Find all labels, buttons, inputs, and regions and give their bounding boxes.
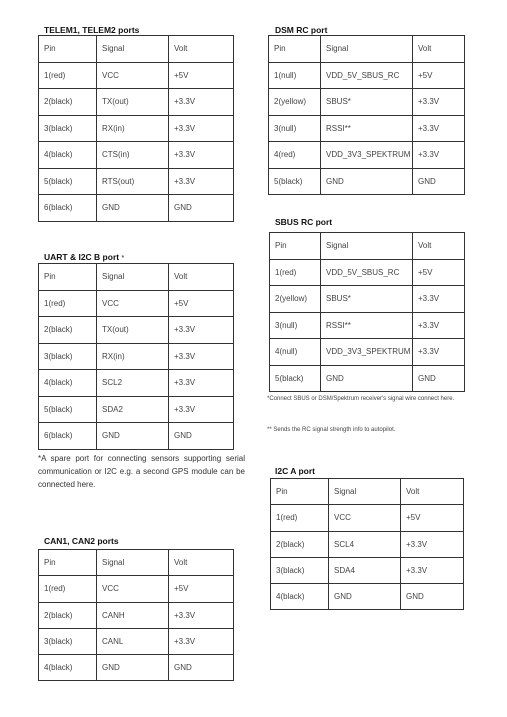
header-pin-cell: Pin <box>271 479 329 505</box>
volt-cell: +3.3V <box>413 89 465 116</box>
pin-cell: 5(black) <box>39 168 97 195</box>
pin-cell: 1(red) <box>39 62 97 89</box>
volt-cell: +5V <box>169 576 234 602</box>
i2c-a-port-table <box>270 478 464 610</box>
table-row <box>269 89 465 116</box>
signal-cell: CANL <box>97 628 169 654</box>
header-volt-cell: Volt <box>169 550 234 576</box>
table-row <box>39 62 234 89</box>
table-row <box>270 339 465 366</box>
header-volt-cell: Volt <box>169 36 234 63</box>
volt-cell: +3.3V <box>401 531 464 557</box>
header-pin-cell: Pin <box>270 233 321 260</box>
uart-i2cb-port-table <box>38 263 234 450</box>
header-signal-cell: Signal <box>97 36 169 63</box>
header-volt-cell: Volt <box>401 479 464 505</box>
pin-cell: 5(black) <box>39 396 97 423</box>
pin-cell: 2(black) <box>39 602 97 628</box>
pin-cell: 1(red) <box>270 259 321 286</box>
volt-cell: +3.3V <box>169 628 234 654</box>
pin-cell: 1(red) <box>39 290 97 317</box>
sbus-note-signal-wire: *Connect SBUS or DSM/Spektrum receiver's signal wire connect here. <box>267 396 455 402</box>
table-row <box>271 584 464 610</box>
uart-title-text: UART & I2C B port <box>44 252 120 262</box>
volt-cell: +3.3V <box>169 602 234 628</box>
table-row <box>269 142 465 169</box>
dsm-rc-port-table <box>268 35 465 195</box>
signal-cell: VCC <box>97 576 169 602</box>
pin-cell: 2(black) <box>39 317 97 344</box>
header-volt-cell: Volt <box>169 264 234 291</box>
pin-cell: 1(red) <box>271 505 329 531</box>
table-row <box>269 62 465 89</box>
volt-cell: +3.3V <box>413 142 465 169</box>
table-row <box>271 557 464 583</box>
table-row <box>39 142 234 169</box>
signal-cell: VCC <box>97 290 169 317</box>
signal-cell: RX(in) <box>97 115 169 142</box>
volt-cell: GND <box>413 365 465 392</box>
table-header-row <box>269 36 465 63</box>
volt-cell: +5V <box>169 290 234 317</box>
uart-port-note: *A spare port for connecting sensors supporting serial communication or I2C e.g. a second GPS module can be connected here. <box>38 454 245 489</box>
pin-cell: 6(black) <box>39 423 97 450</box>
i2c-a-port-title: I2C A port <box>275 466 315 476</box>
header-signal-cell: Signal <box>321 36 413 63</box>
header-signal-cell: Signal <box>97 264 169 291</box>
pin-cell: 3(black) <box>39 628 97 654</box>
pin-cell: 2(black) <box>39 89 97 116</box>
signal-cell: GND <box>329 584 401 610</box>
volt-cell: +3.3V <box>401 557 464 583</box>
signal-cell: SCL2 <box>97 370 169 397</box>
signal-cell: SCL4 <box>329 531 401 557</box>
table-row <box>270 286 465 313</box>
volt-cell: +3.3V <box>169 142 234 169</box>
volt-cell: GND <box>401 584 464 610</box>
table-header-row <box>271 479 464 505</box>
table-header-row <box>39 264 234 291</box>
signal-cell: TX(out) <box>97 317 169 344</box>
volt-cell: GND <box>169 195 234 222</box>
pin-cell: 1(red) <box>39 576 97 602</box>
volt-cell: +5V <box>169 62 234 89</box>
pin-cell: 2(black) <box>271 531 329 557</box>
volt-cell: GND <box>169 423 234 450</box>
pin-cell: 3(null) <box>270 312 321 339</box>
pin-cell: 3(black) <box>39 343 97 370</box>
pin-cell: 4(black) <box>39 142 97 169</box>
table-row <box>39 195 234 222</box>
header-signal-cell: Signal <box>321 233 413 260</box>
table-header-row <box>39 36 234 63</box>
signal-cell: VDD_5V_SBUS_RC <box>321 259 413 286</box>
can-ports-table <box>38 549 234 681</box>
volt-cell: +3.3V <box>413 286 465 313</box>
pin-cell: 2(yellow) <box>270 286 321 313</box>
telem-ports-table <box>38 35 234 222</box>
header-pin-cell: Pin <box>39 36 97 63</box>
signal-cell: GND <box>97 423 169 450</box>
signal-cell: GND <box>321 168 413 195</box>
pin-cell: 3(black) <box>39 115 97 142</box>
volt-cell: +5V <box>413 259 465 286</box>
signal-cell: RTS(out) <box>97 168 169 195</box>
table-row <box>39 423 234 450</box>
table-row <box>39 576 234 602</box>
signal-cell: SBUS* <box>321 286 413 313</box>
pin-cell: 5(black) <box>270 365 321 392</box>
signal-cell: GND <box>97 655 169 681</box>
signal-cell: RSSI** <box>321 115 413 142</box>
volt-cell: +3.3V <box>169 89 234 116</box>
signal-cell: CTS(in) <box>97 142 169 169</box>
table-row <box>39 628 234 654</box>
volt-cell: +3.3V <box>413 115 465 142</box>
pin-cell: 4(black) <box>271 584 329 610</box>
signal-cell: CANH <box>97 602 169 628</box>
sbus-note-rssi: ** Sends the RC signal strength info to autopilot. <box>267 427 396 433</box>
table-row <box>39 343 234 370</box>
table-row <box>39 655 234 681</box>
volt-cell: +3.3V <box>169 317 234 344</box>
table-row <box>39 396 234 423</box>
table-header-row <box>39 550 234 576</box>
signal-cell: RX(in) <box>97 343 169 370</box>
table-row <box>39 115 234 142</box>
table-row <box>39 317 234 344</box>
signal-cell: RSSI** <box>321 312 413 339</box>
signal-cell: TX(out) <box>97 89 169 116</box>
sbus-rc-port-table <box>269 232 465 392</box>
volt-cell: +5V <box>413 62 465 89</box>
table-row <box>271 531 464 557</box>
volt-cell: GND <box>169 655 234 681</box>
header-signal-cell: Signal <box>97 550 169 576</box>
signal-cell: VCC <box>329 505 401 531</box>
volt-cell: +5V <box>401 505 464 531</box>
uart-title-footnote-mark: * <box>121 255 125 262</box>
table-row <box>39 290 234 317</box>
volt-cell: +3.3V <box>169 396 234 423</box>
volt-cell: GND <box>413 168 465 195</box>
table-row <box>270 312 465 339</box>
pin-cell: 4(black) <box>39 655 97 681</box>
sbus-rc-port-title: SBUS RC port <box>275 217 333 227</box>
table-row <box>39 602 234 628</box>
pin-cell: 2(yellow) <box>269 89 321 116</box>
volt-cell: +3.3V <box>413 339 465 366</box>
table-row <box>269 168 465 195</box>
header-volt-cell: Volt <box>413 233 465 260</box>
volt-cell: +3.3V <box>169 370 234 397</box>
volt-cell: +3.3V <box>413 312 465 339</box>
table-row <box>270 365 465 392</box>
pin-cell: 4(red) <box>269 142 321 169</box>
signal-cell: GND <box>97 195 169 222</box>
pin-cell: 6(black) <box>39 195 97 222</box>
table-row <box>270 259 465 286</box>
signal-cell: SBUS* <box>321 89 413 116</box>
pin-cell: 1(null) <box>269 62 321 89</box>
signal-cell: SDA2 <box>97 396 169 423</box>
header-volt-cell: Volt <box>413 36 465 63</box>
can-ports-title: CAN1, CAN2 ports <box>44 536 119 546</box>
header-pin-cell: Pin <box>39 550 97 576</box>
dsm-rc-port-title: DSM RC port <box>275 25 328 35</box>
pin-cell: 4(black) <box>39 370 97 397</box>
telem-ports-title: TELEM1, TELEM2 ports <box>44 25 140 35</box>
header-pin-cell: Pin <box>39 264 97 291</box>
header-signal-cell: Signal <box>329 479 401 505</box>
header-pin-cell: Pin <box>269 36 321 63</box>
signal-cell: SDA4 <box>329 557 401 583</box>
table-row <box>269 115 465 142</box>
signal-cell: VDD_3V3_SPEKTRUM <box>321 339 413 366</box>
table-header-row <box>270 233 465 260</box>
pin-cell: 5(black) <box>269 168 321 195</box>
table-row <box>39 370 234 397</box>
table-row <box>271 505 464 531</box>
volt-cell: +3.3V <box>169 343 234 370</box>
table-row <box>39 89 234 116</box>
pin-cell: 4(null) <box>270 339 321 366</box>
pin-cell: 3(black) <box>271 557 329 583</box>
volt-cell: +3.3V <box>169 115 234 142</box>
pin-cell: 3(null) <box>269 115 321 142</box>
table-row <box>39 168 234 195</box>
uart-i2cb-port-title <box>44 252 124 262</box>
signal-cell: GND <box>321 365 413 392</box>
signal-cell: VDD_3V3_SPEKTRUM <box>321 142 413 169</box>
volt-cell: +3.3V <box>169 168 234 195</box>
signal-cell: VDD_5V_SBUS_RC <box>321 62 413 89</box>
signal-cell: VCC <box>97 62 169 89</box>
